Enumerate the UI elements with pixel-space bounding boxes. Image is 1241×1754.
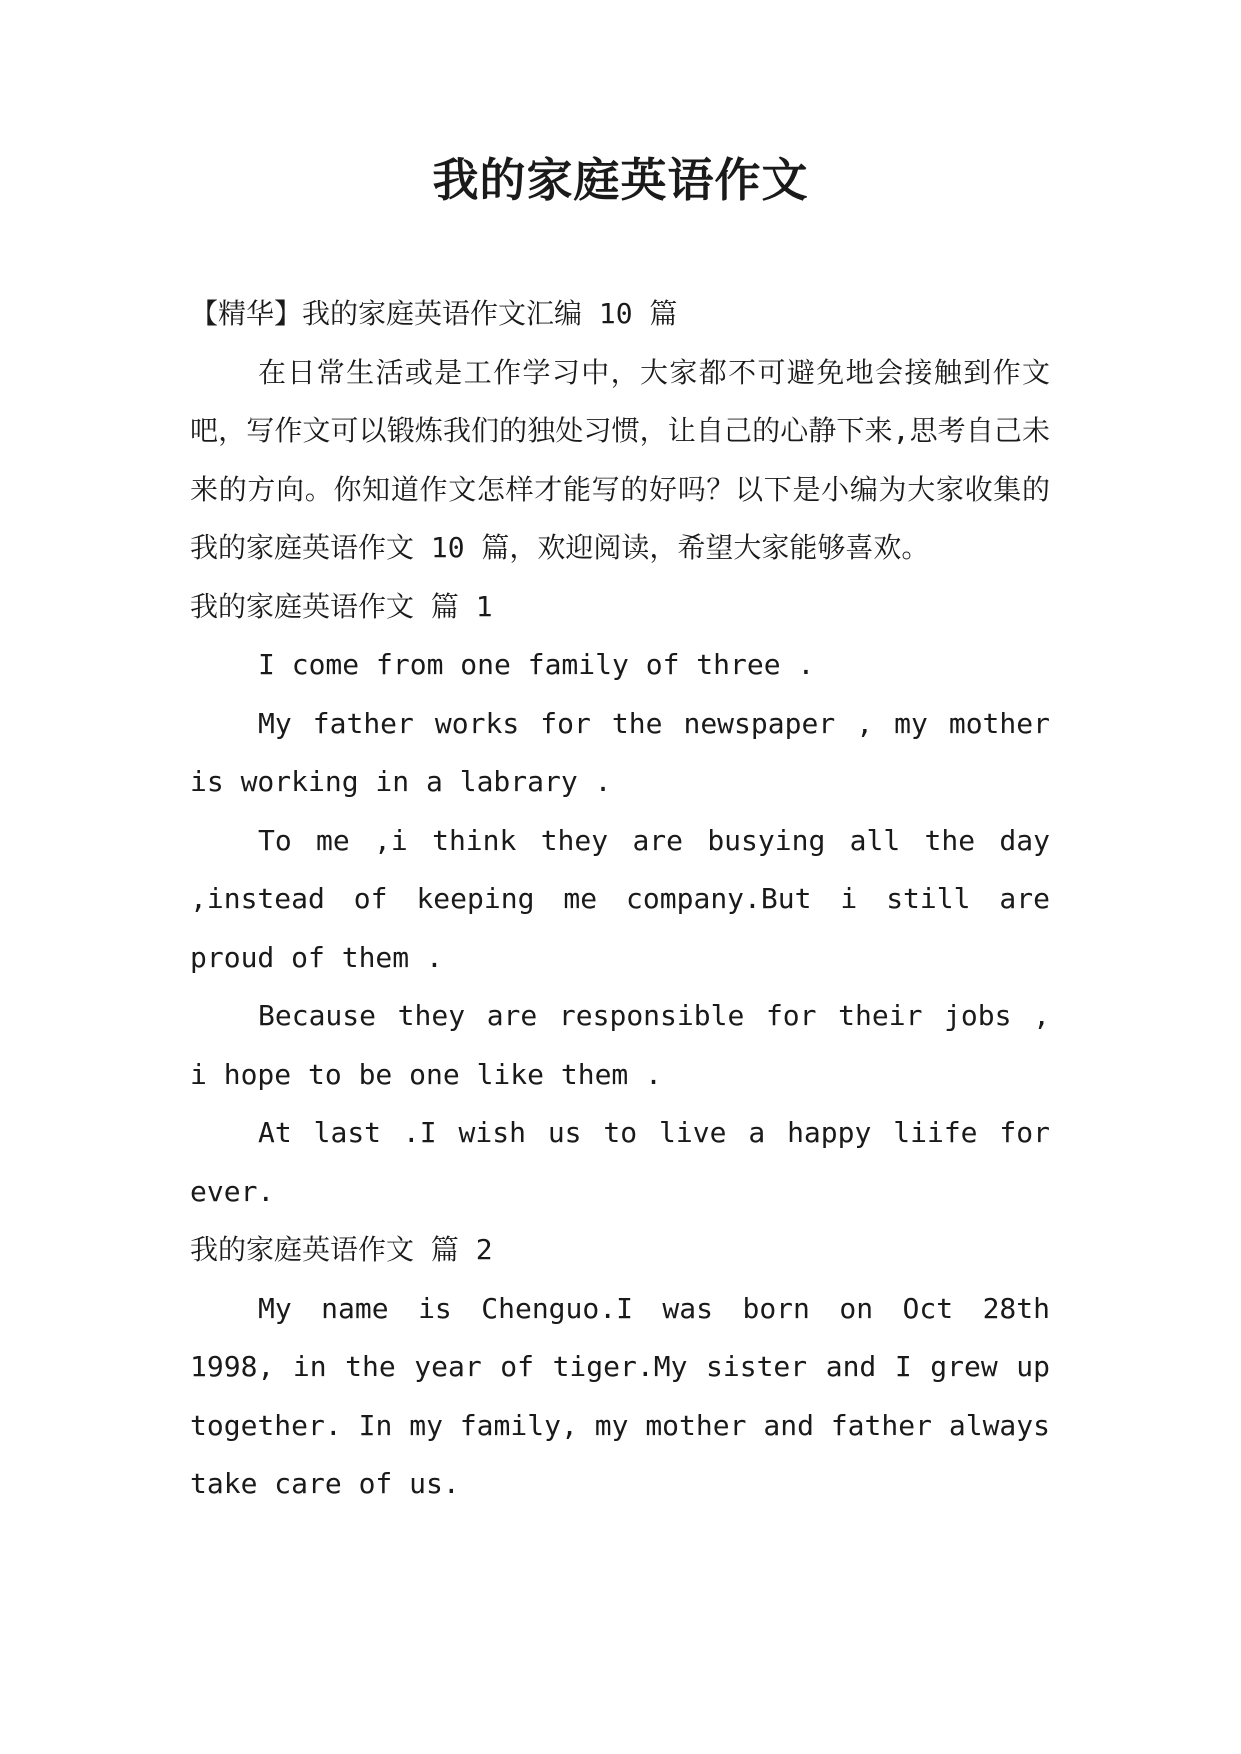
document-title: 我的家庭英语作文 — [432, 153, 809, 207]
body-paragraph: My name is Chenguo.I was born on Oct 28th 1998, in the year of tiger.My sister and I grew up together. In my family, my mother and father always take care of us. — [190, 1291, 1050, 1500]
intro-heading: 【精华】我的家庭英语作文汇编 10 篇 — [190, 297, 678, 330]
body-paragraph: At last .I wish us to live a happy liife for ever. — [190, 1116, 1050, 1208]
section-heading-1: 我的家庭英语作文 篇 1 — [190, 589, 493, 623]
body-paragraph: To me ,i think they are busying all the day ,instead of keeping me company.But i still are proud of them . — [190, 823, 1050, 974]
intro-paragraph: 在日常生活或是工作学习中，大家都不可避免地会接触到作文吧，写作文可以锻炼我们的独处习惯，让自己的心静下来,思考自己未来的方向。你知道作文怎样才能写的好吗？以下是小编为大家收集的我的家庭英语作文 10 篇，欢迎阅读，希望大家能够喜欢。 — [190, 355, 1050, 564]
body-paragraph: Because they are responsible for their jobs , i hope to be one like them . — [190, 999, 1050, 1091]
body-paragraph: My father works for the newspaper , my mother is working in a labrary . — [190, 706, 1050, 798]
section-heading-2: 我的家庭英语作文 篇 2 — [190, 1233, 493, 1266]
document-body — [190, 285, 1050, 1514]
body-paragraph: I come from one family of three . — [258, 648, 815, 681]
